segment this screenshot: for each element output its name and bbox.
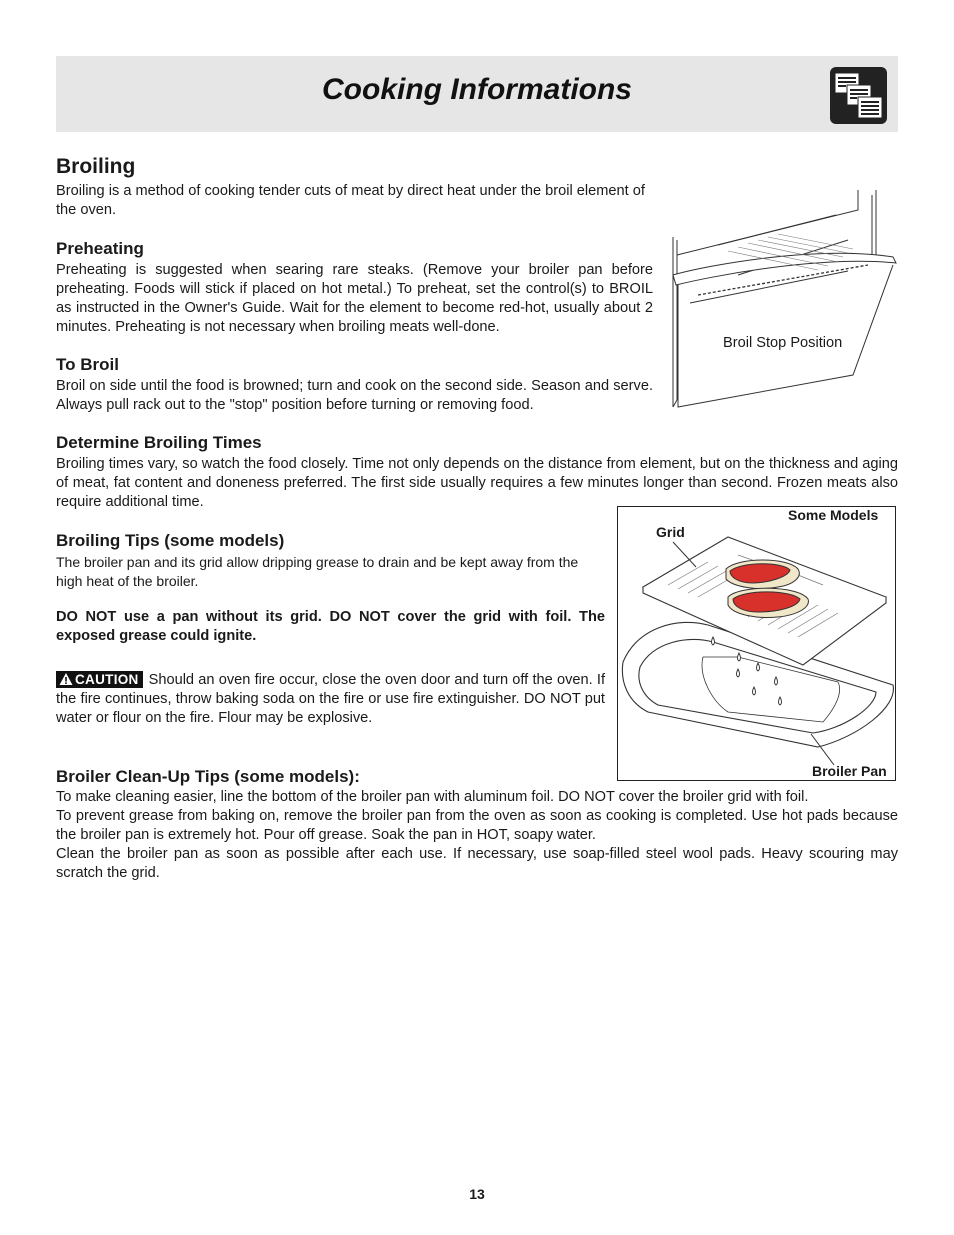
page-header-banner	[56, 56, 898, 132]
subheading-broiling-tips: Broiling Tips (some models)	[56, 531, 285, 550]
broil-stop-position-label: Broil Stop Position	[723, 335, 843, 351]
section-title-broiling: Broiling	[56, 155, 136, 178]
caution-badge	[56, 671, 143, 688]
subheading-broiling-times: Determine Broiling Times	[56, 433, 262, 452]
preheating-text: Preheating is suggested when searing rare steaks. (Remove your broiler pan before preheating. Foods will stick if placed on hot metal.) To preheat, set the control(s) to BROIL as instructed in the Owner's Guide. Wait for the element to become red-hot, usually about 2 minutes. Preheating is not necessary when broiling meats well-done.	[56, 262, 653, 335]
grid-foil-warning: DO NOT use a pan without its grid. DO NOT cover the grid with foil. The exposed grease could ignite.	[56, 609, 605, 644]
broiler-pan-figure	[617, 506, 896, 781]
caution-paragraph	[56, 671, 605, 728]
warning-triangle-icon	[59, 672, 73, 686]
broiling-tips-text: The broiler pan and its grid allow dripping grease to drain and be kept away from the high heat of the broiler.	[56, 554, 579, 589]
to-broil-text: Broil on side until the food is browned; turn and cook on the second side. Season and serve. Always pull rack out to the "stop" position before turning or removing food.	[56, 378, 653, 413]
broiling-times-text: Broiling times vary, so watch the food closely. Time not only depends on the distance from element, but on the thickness and aging of meat, fat content and doneness preferred. The first side usually requires a few minutes longer than second. Frozen meats also require additional time.	[56, 456, 898, 510]
grid-label: Grid	[656, 524, 685, 540]
page-number: 13	[469, 1186, 485, 1202]
some-models-label: Some Models	[788, 507, 879, 523]
oven-rack-illustration	[668, 185, 900, 410]
cleanup-paragraph-1: To make cleaning easier, line the bottom of the broiler pan with aluminum foil. DO NOT cover the broiler grid with foil.	[56, 789, 809, 805]
cleanup-paragraph-2: To prevent grease from baking on, remove the broiler pan from the oven as soon as cooking is completed. Use hot pads because the broiler pan is extremely hot. Pour off grease. Soak the pan in HOT, soapy water.	[56, 808, 898, 843]
cleanup-paragraph-3: Clean the broiler pan as soon as possible after each use. If necessary, use soap-filled steel wool pads. Heavy scouring may scratch the grid.	[56, 846, 898, 881]
caution-label: CAUTION	[75, 672, 139, 687]
broiler-pan-label: Broiler Pan	[812, 763, 887, 779]
page-title: Cooking Informations	[322, 73, 632, 106]
subheading-preheating: Preheating	[56, 239, 144, 258]
broiling-intro: Broiling is a method of cooking tender cuts of meat by direct heat under the broil element of the oven.	[56, 183, 645, 218]
subheading-cleanup-tips: Broiler Clean-Up Tips (some models):	[56, 767, 360, 786]
subheading-to-broil: To Broil	[56, 355, 119, 374]
document-pages-icon	[830, 67, 887, 124]
caution-text: Should an oven fire occur, close the oven door and turn off the oven. If the fire continues, throw baking soda on the fire or use fire extinguisher. DO NOT put water or flour on the fire. Flour may be explosive.	[56, 672, 605, 726]
